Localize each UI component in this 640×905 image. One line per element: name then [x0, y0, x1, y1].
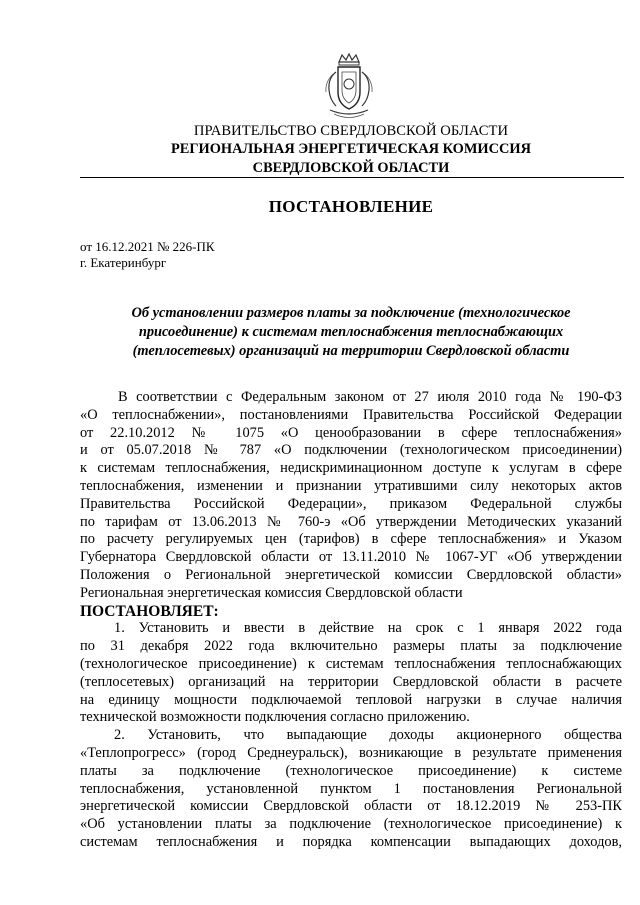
body-line: от 22.10.2012 № 1075 «О ценообразовании в сфере теплоснабжения» — [80, 424, 622, 441]
title-line: Об установлении размеров платы за подключение (технологическое — [131, 305, 571, 321]
document-type: ПОСТАНОВЛЕНИЕ — [268, 197, 434, 216]
document-date-number: от 16.12.2021 № 226-ПК — [80, 239, 215, 254]
body-line: В соответствии с Федеральным законом от 27 июля 2010 года № 190-ФЗ — [118, 389, 622, 405]
body-line: системам теплоснабжения и порядка компенсации выпадающих доходов, — [80, 833, 622, 850]
body-line: Положения о Региональной энергетической комиссии Свердловской области» — [80, 566, 622, 583]
document-title — [96, 304, 606, 361]
body-line: 2. Установить, что выпадающие доходы акционерного общества — [114, 727, 622, 744]
body-line: по расчету регулируемых цен (тарифов) в сфере теплоснабжения» и Указом — [80, 531, 622, 548]
body-line: 1. Установить и ввести в действие на срок с 1 января 2022 года — [114, 620, 622, 637]
body-line: «Теплопрогресс» (город Среднеуральск), возникающие в результате применения — [80, 744, 622, 761]
document-body — [80, 389, 622, 852]
body-line: (теплосетевых) организаций на территории Свердловской области в расчете — [80, 673, 622, 690]
body-line: «О теплоснабжении», постановлениями Правительства Российской Федерации — [80, 406, 622, 423]
decree-heading: ПОСТАНОВЛЯЕТ: — [80, 602, 219, 620]
body-line: технической возможности подключения согласно приложению. — [80, 709, 470, 726]
government-name: ПРАВИТЕЛЬСТВО СВЕРДЛОВСКОЙ ОБЛАСТИ — [193, 123, 509, 139]
body-line: по тарифам от 13.06.2013 № 760-э «Об утверждении Методических указаний — [80, 513, 622, 530]
body-line: на единицу мощности подключаемой тепловой нагрузки в случае наличия — [80, 691, 622, 708]
body-line: Региональная энергетическая комиссия Свердловской области — [80, 584, 463, 601]
body-line: и от 05.07.2018 № 787 «О подключении (технологическом присоединении) — [80, 442, 622, 459]
commission-name-line1: РЕГИОНАЛЬНАЯ ЭНЕРГЕТИЧЕСКАЯ КОМИССИЯ — [170, 141, 531, 157]
coat-of-arms-icon — [318, 52, 380, 122]
commission-name-line2: СВЕРДЛОВСКОЙ ОБЛАСТИ — [252, 160, 450, 176]
body-line: энергетической комиссии Свердловской области от 18.12.2019 № 253-ПК — [80, 798, 622, 815]
body-line: платы за подключение (технологическое присоединение) к системе — [80, 762, 622, 779]
title-line: (теплосетевых) организаций на территории Свердловской области — [132, 343, 570, 359]
document-city: г. Екатеринбург — [80, 255, 167, 270]
header-divider — [80, 177, 624, 178]
body-line: теплоснабжения, установленной пунктом 1 постановления Региональной — [80, 780, 622, 797]
body-line: (технологическое присоединение) к системам теплоснабжения теплоснабжающих — [80, 655, 622, 672]
body-line: по 31 декабря 2022 года включительно размеры платы за подключение — [80, 638, 622, 655]
body-line: Правительства Российской Федерации», приказом Федеральной службы — [80, 495, 622, 512]
body-line: к системам теплоснабжения, недискриминационном доступе к услугам в сфере — [80, 460, 622, 477]
body-line: теплоснабжения, изменении и признании утратившими силу некоторых актов — [80, 477, 622, 494]
body-line: Губернатора Свердловской области от 13.11.2010 № 1067-УГ «Об утверждении — [80, 549, 622, 566]
body-line: «Об установлении платы за подключение (технологическое присоединение) к — [80, 816, 622, 833]
title-line: присоединение) к системам теплоснабжения теплоснабжающих — [138, 324, 564, 340]
